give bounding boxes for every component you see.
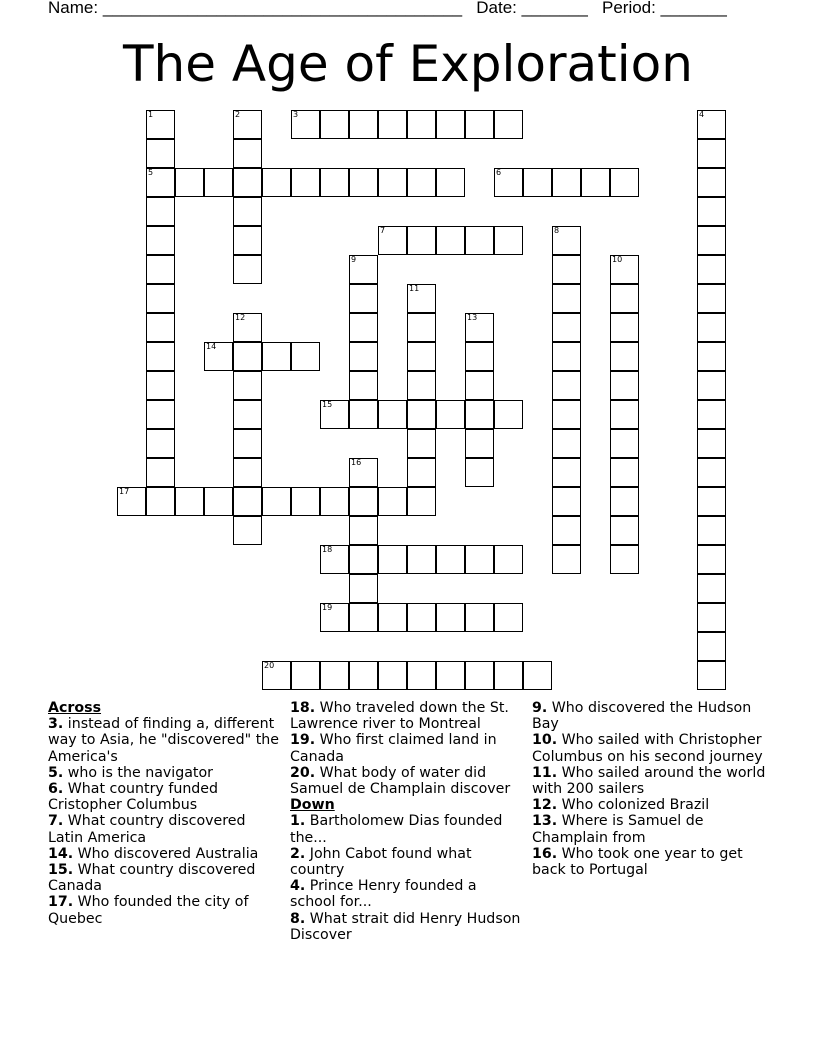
crossword-cell[interactable] — [146, 255, 175, 284]
crossword-cell[interactable] — [233, 168, 262, 197]
crossword-cell[interactable] — [146, 458, 175, 487]
period-label: Period: — [602, 0, 656, 17]
across-clue — [48, 862, 280, 894]
clue-number: 17 — [119, 487, 130, 496]
period-field[interactable]: _______ — [660, 0, 727, 17]
across-clue — [48, 846, 280, 862]
crossword-cell[interactable] — [233, 429, 262, 458]
clue-text: What strait did Henry Hudson Discover — [290, 910, 521, 943]
clue-number: 5. — [48, 764, 64, 781]
crossword-cell[interactable] — [465, 110, 494, 139]
crossword-cell[interactable] — [349, 313, 378, 342]
crossword-cell[interactable] — [349, 545, 378, 574]
crossword-cell[interactable] — [697, 661, 726, 690]
clue-number: 18 — [322, 545, 333, 554]
crossword-cell[interactable] — [407, 168, 436, 197]
clue-number: 20. — [290, 764, 316, 781]
clue-number: 18. — [290, 700, 316, 716]
clue-text: Prince Henry founded a school for... — [290, 878, 477, 911]
clue-number: 20 — [264, 661, 275, 670]
crossword-cell[interactable] — [146, 226, 175, 255]
across-heading: Across — [48, 700, 102, 716]
clue-number: 5 — [148, 168, 154, 177]
crossword-cell[interactable] — [407, 371, 436, 400]
crossword-cell[interactable] — [697, 574, 726, 603]
clue-number: 8 — [554, 226, 560, 235]
down-clue — [532, 700, 768, 732]
clue-number: 3 — [293, 110, 299, 119]
crossword-cell[interactable] — [494, 110, 523, 139]
clue-number: 4. — [290, 878, 306, 895]
crossword-cell[interactable] — [320, 110, 349, 139]
clue-number: 2. — [290, 845, 306, 862]
crossword-cell[interactable] — [494, 545, 523, 574]
clue-number: 16 — [351, 458, 362, 467]
clue-number: 15. — [48, 862, 74, 879]
across-clue — [290, 765, 526, 797]
clue-number: 14. — [48, 845, 74, 862]
crossword-cell[interactable] — [320, 603, 349, 632]
clue-text: Bartholomew Dias founded the... — [290, 813, 503, 846]
clue-text: Who founded the city of Quebec — [48, 894, 249, 927]
crossword-cell[interactable] — [175, 168, 204, 197]
crossword-cell[interactable] — [378, 226, 407, 255]
clue-text: Who sailed around the world with 200 sailers — [532, 764, 766, 798]
crossword-cell[interactable] — [697, 458, 726, 487]
across-clue — [48, 894, 280, 926]
crossword-cell[interactable] — [436, 603, 465, 632]
crossword-cell[interactable] — [465, 458, 494, 487]
crossword-cell[interactable] — [407, 603, 436, 632]
clue-number: 10. — [532, 732, 558, 749]
crossword-cell[interactable] — [233, 110, 262, 139]
crossword-cell[interactable] — [407, 458, 436, 487]
clue-number: 13 — [467, 313, 478, 322]
crossword-cell[interactable] — [349, 342, 378, 371]
crossword-cell[interactable] — [494, 226, 523, 255]
crossword-cell[interactable] — [697, 429, 726, 458]
crossword-cell[interactable] — [204, 487, 233, 516]
crossword-cell[interactable] — [204, 168, 233, 197]
crossword-cell[interactable] — [349, 110, 378, 139]
crossword-cell[interactable] — [610, 516, 639, 545]
clue-number: 19 — [322, 603, 333, 612]
crossword-cell[interactable] — [262, 342, 291, 371]
crossword-cell[interactable] — [378, 545, 407, 574]
down-clue — [290, 846, 526, 878]
clue-text: Who discovered Australia — [73, 845, 259, 862]
clue-number: 11 — [409, 284, 420, 293]
crossword-cell[interactable] — [291, 487, 320, 516]
crossword-cell[interactable] — [552, 429, 581, 458]
crossword-cell[interactable] — [465, 371, 494, 400]
crossword-cell[interactable] — [465, 661, 494, 690]
crossword-cell[interactable] — [320, 400, 349, 429]
clues-column-2 — [290, 700, 526, 943]
clue-text: who is the navigator — [63, 764, 213, 781]
crossword-cell[interactable] — [552, 226, 581, 255]
crossword-cell[interactable] — [523, 661, 552, 690]
clue-text: Where is Samuel de Champlain from — [532, 813, 704, 846]
crossword-cell[interactable] — [697, 487, 726, 516]
crossword-cell[interactable] — [465, 603, 494, 632]
name-label: Name: — [48, 0, 99, 17]
crossword-cell[interactable] — [436, 168, 465, 197]
crossword-cell[interactable] — [146, 110, 175, 139]
crossword-cell[interactable] — [610, 400, 639, 429]
clue-number: 7 — [380, 226, 386, 235]
clue-number: 11. — [532, 764, 558, 781]
down-clue — [532, 732, 768, 764]
clue-text: Who sailed with Christopher Columbus on his second journey — [532, 732, 763, 765]
clue-text: Who took one year to get back to Portugal — [532, 845, 743, 879]
student-info-header — [48, 0, 727, 18]
crossword-cell[interactable] — [523, 168, 552, 197]
crossword-cell[interactable] — [233, 342, 262, 371]
clue-text: What country discovered Latin America — [48, 813, 246, 846]
crossword-cell[interactable] — [146, 400, 175, 429]
crossword-cell[interactable] — [552, 487, 581, 516]
across-clue — [290, 700, 526, 732]
clue-text: John Cabot found what country — [290, 845, 472, 879]
crossword-cell[interactable] — [233, 458, 262, 487]
crossword-cell[interactable] — [233, 400, 262, 429]
crossword-cell[interactable] — [146, 371, 175, 400]
clue-number: 12. — [532, 797, 558, 814]
date-field[interactable]: _______ — [521, 0, 588, 17]
across-clue — [48, 813, 280, 845]
crossword-cell[interactable] — [262, 661, 291, 690]
crossword-cell[interactable] — [262, 487, 291, 516]
down-clue — [290, 813, 526, 845]
crossword-cell[interactable] — [610, 371, 639, 400]
clue-text: instead of finding a, different way to Asia, he "discovered" the America's — [48, 716, 279, 765]
crossword-cell[interactable] — [407, 487, 436, 516]
clue-number: 15 — [322, 400, 333, 409]
clue-number: 7. — [48, 813, 64, 830]
crossword-cell[interactable] — [407, 661, 436, 690]
crossword-cell[interactable] — [697, 197, 726, 226]
crossword-cell[interactable] — [494, 168, 523, 197]
crossword-cell[interactable] — [697, 284, 726, 313]
crossword-cell[interactable] — [146, 197, 175, 226]
crossword-cell[interactable] — [494, 603, 523, 632]
crossword-cell[interactable] — [146, 168, 175, 197]
crossword-cell[interactable] — [494, 661, 523, 690]
crossword-cell[interactable] — [233, 371, 262, 400]
crossword-cell[interactable] — [233, 226, 262, 255]
crossword-cell[interactable] — [407, 400, 436, 429]
crossword-cell[interactable] — [697, 139, 726, 168]
crossword-cell[interactable] — [378, 603, 407, 632]
date-label: Date: — [476, 0, 517, 17]
clue-number: 1 — [148, 110, 154, 119]
crossword-cell[interactable] — [610, 284, 639, 313]
crossword-cell[interactable] — [697, 110, 726, 139]
crossword-cell[interactable] — [204, 342, 233, 371]
crossword-cell[interactable] — [378, 400, 407, 429]
crossword-cell[interactable] — [436, 226, 465, 255]
crossword-cell[interactable] — [581, 168, 610, 197]
crossword-cell[interactable] — [349, 168, 378, 197]
crossword-cell[interactable] — [407, 429, 436, 458]
clue-number: 1. — [290, 813, 306, 830]
down-clue — [532, 765, 768, 797]
clue-text: Who colonized Brazil — [557, 797, 710, 814]
crossword-cell[interactable] — [291, 110, 320, 139]
clue-text: What body of water did Samuel de Champlain discover — [290, 764, 511, 798]
crossword-cell[interactable] — [610, 168, 639, 197]
crossword-cell[interactable] — [610, 313, 639, 342]
across-clue — [48, 765, 280, 781]
clues-column-3 — [532, 700, 768, 878]
crossword-cell[interactable] — [146, 284, 175, 313]
clue-number: 17. — [48, 894, 74, 911]
crossword-cell[interactable] — [436, 661, 465, 690]
crossword-cell[interactable] — [610, 429, 639, 458]
clue-text: Who first claimed land in Canada — [290, 732, 497, 765]
clue-text: What country discovered Canada — [48, 862, 256, 895]
across-clue — [48, 716, 280, 765]
crossword-cell[interactable] — [465, 342, 494, 371]
crossword-cell[interactable] — [697, 400, 726, 429]
clue-number: 10 — [612, 255, 623, 264]
crossword-cell[interactable] — [552, 342, 581, 371]
crossword-cell[interactable] — [349, 371, 378, 400]
crossword-cell[interactable] — [320, 661, 349, 690]
crossword-cell[interactable] — [378, 487, 407, 516]
crossword-cell[interactable] — [610, 255, 639, 284]
crossword-cell[interactable] — [697, 168, 726, 197]
clue-number: 9 — [351, 255, 357, 264]
crossword-cell[interactable] — [697, 255, 726, 284]
crossword-cell[interactable] — [349, 487, 378, 516]
crossword-cell[interactable] — [436, 545, 465, 574]
across-clue — [290, 732, 526, 764]
clue-number: 6. — [48, 781, 64, 798]
crossword-cell[interactable] — [349, 255, 378, 284]
crossword-cell[interactable] — [407, 284, 436, 313]
crossword-cell[interactable] — [697, 371, 726, 400]
crossword-cell[interactable] — [697, 226, 726, 255]
crossword-cell[interactable] — [552, 516, 581, 545]
clues-column-1 — [48, 700, 280, 927]
crossword-cell[interactable] — [291, 342, 320, 371]
crossword-cell[interactable] — [378, 661, 407, 690]
down-clue — [532, 813, 768, 845]
crossword-cell[interactable] — [291, 661, 320, 690]
crossword-cell[interactable] — [349, 400, 378, 429]
crossword-cell[interactable] — [697, 313, 726, 342]
crossword-cell[interactable] — [697, 632, 726, 661]
crossword-cell[interactable] — [552, 545, 581, 574]
clue-number: 4 — [699, 110, 705, 119]
down-clue — [290, 878, 526, 910]
crossword-cell[interactable] — [349, 574, 378, 603]
crossword-cell[interactable] — [610, 342, 639, 371]
crossword-cell[interactable] — [407, 110, 436, 139]
crossword-cell[interactable] — [262, 168, 291, 197]
crossword-cell[interactable] — [117, 487, 146, 516]
crossword-cell[interactable] — [233, 255, 262, 284]
crossword-cell[interactable] — [320, 487, 349, 516]
crossword-cell[interactable] — [552, 168, 581, 197]
crossword-cell[interactable] — [697, 545, 726, 574]
crossword-cell[interactable] — [552, 255, 581, 284]
crossword-cell[interactable] — [233, 197, 262, 226]
crossword-cell[interactable] — [233, 139, 262, 168]
crossword-cell[interactable] — [407, 545, 436, 574]
clue-number: 8. — [290, 910, 306, 927]
clue-number: 16. — [532, 845, 558, 862]
clue-text: What country funded Cristopher Columbus — [48, 781, 219, 814]
name-field[interactable]: ______________________________________ — [102, 0, 463, 17]
clue-text: Who traveled down the St. Lawrence river to Montreal — [290, 700, 509, 733]
clue-number: 14 — [206, 342, 217, 351]
down-clue — [532, 846, 768, 878]
crossword-cell[interactable] — [378, 168, 407, 197]
crossword-cell[interactable] — [146, 487, 175, 516]
crossword-cell[interactable] — [552, 458, 581, 487]
crossword-cell[interactable] — [610, 487, 639, 516]
crossword-cell[interactable] — [697, 516, 726, 545]
crossword-cell[interactable] — [465, 313, 494, 342]
crossword-cell[interactable] — [349, 661, 378, 690]
crossword-cell[interactable] — [175, 487, 204, 516]
crossword-cell[interactable] — [233, 487, 262, 516]
crossword-cell[interactable] — [465, 400, 494, 429]
clue-number: 3. — [48, 716, 64, 733]
page-title: The Age of Exploration — [123, 35, 693, 93]
crossword-cell[interactable] — [320, 545, 349, 574]
crossword-cell[interactable] — [465, 545, 494, 574]
crossword-cell[interactable] — [320, 168, 349, 197]
crossword-cell[interactable] — [552, 371, 581, 400]
down-heading: Down — [290, 797, 335, 814]
crossword-cell[interactable] — [436, 400, 465, 429]
crossword-cell[interactable] — [349, 516, 378, 545]
crossword-cell[interactable] — [291, 168, 320, 197]
crossword-cell[interactable] — [407, 313, 436, 342]
down-clue — [532, 797, 768, 813]
crossword-cell[interactable] — [552, 284, 581, 313]
crossword-cell[interactable] — [146, 139, 175, 168]
crossword-cell[interactable] — [552, 400, 581, 429]
crossword-cell[interactable] — [465, 429, 494, 458]
clue-number: 13. — [532, 813, 558, 830]
crossword-cell[interactable] — [610, 545, 639, 574]
crossword-cell[interactable] — [349, 458, 378, 487]
across-clue — [48, 781, 280, 813]
crossword-cell[interactable] — [552, 313, 581, 342]
crossword-cell[interactable] — [146, 342, 175, 371]
crossword-cell[interactable] — [407, 226, 436, 255]
crossword-cell[interactable] — [697, 342, 726, 371]
crossword-cell[interactable] — [407, 342, 436, 371]
clue-number: 19. — [290, 732, 316, 749]
crossword-cell[interactable] — [436, 110, 465, 139]
crossword-cell[interactable] — [146, 429, 175, 458]
crossword-cell[interactable] — [233, 516, 262, 545]
clue-text: Who discovered the Hudson Bay — [532, 700, 752, 733]
crossword-cell[interactable] — [233, 313, 262, 342]
down-clue — [290, 911, 526, 943]
crossword-cell[interactable] — [349, 603, 378, 632]
crossword-cell[interactable] — [697, 603, 726, 632]
crossword-cell[interactable] — [378, 110, 407, 139]
clue-number: 6 — [496, 168, 502, 177]
crossword-cell[interactable] — [465, 226, 494, 255]
clue-number: 12 — [235, 313, 246, 322]
clue-number: 9. — [532, 700, 548, 716]
clue-number: 2 — [235, 110, 241, 119]
crossword-cell[interactable] — [349, 284, 378, 313]
crossword-cell[interactable] — [146, 313, 175, 342]
crossword-cell[interactable] — [610, 458, 639, 487]
crossword-cell[interactable] — [494, 400, 523, 429]
